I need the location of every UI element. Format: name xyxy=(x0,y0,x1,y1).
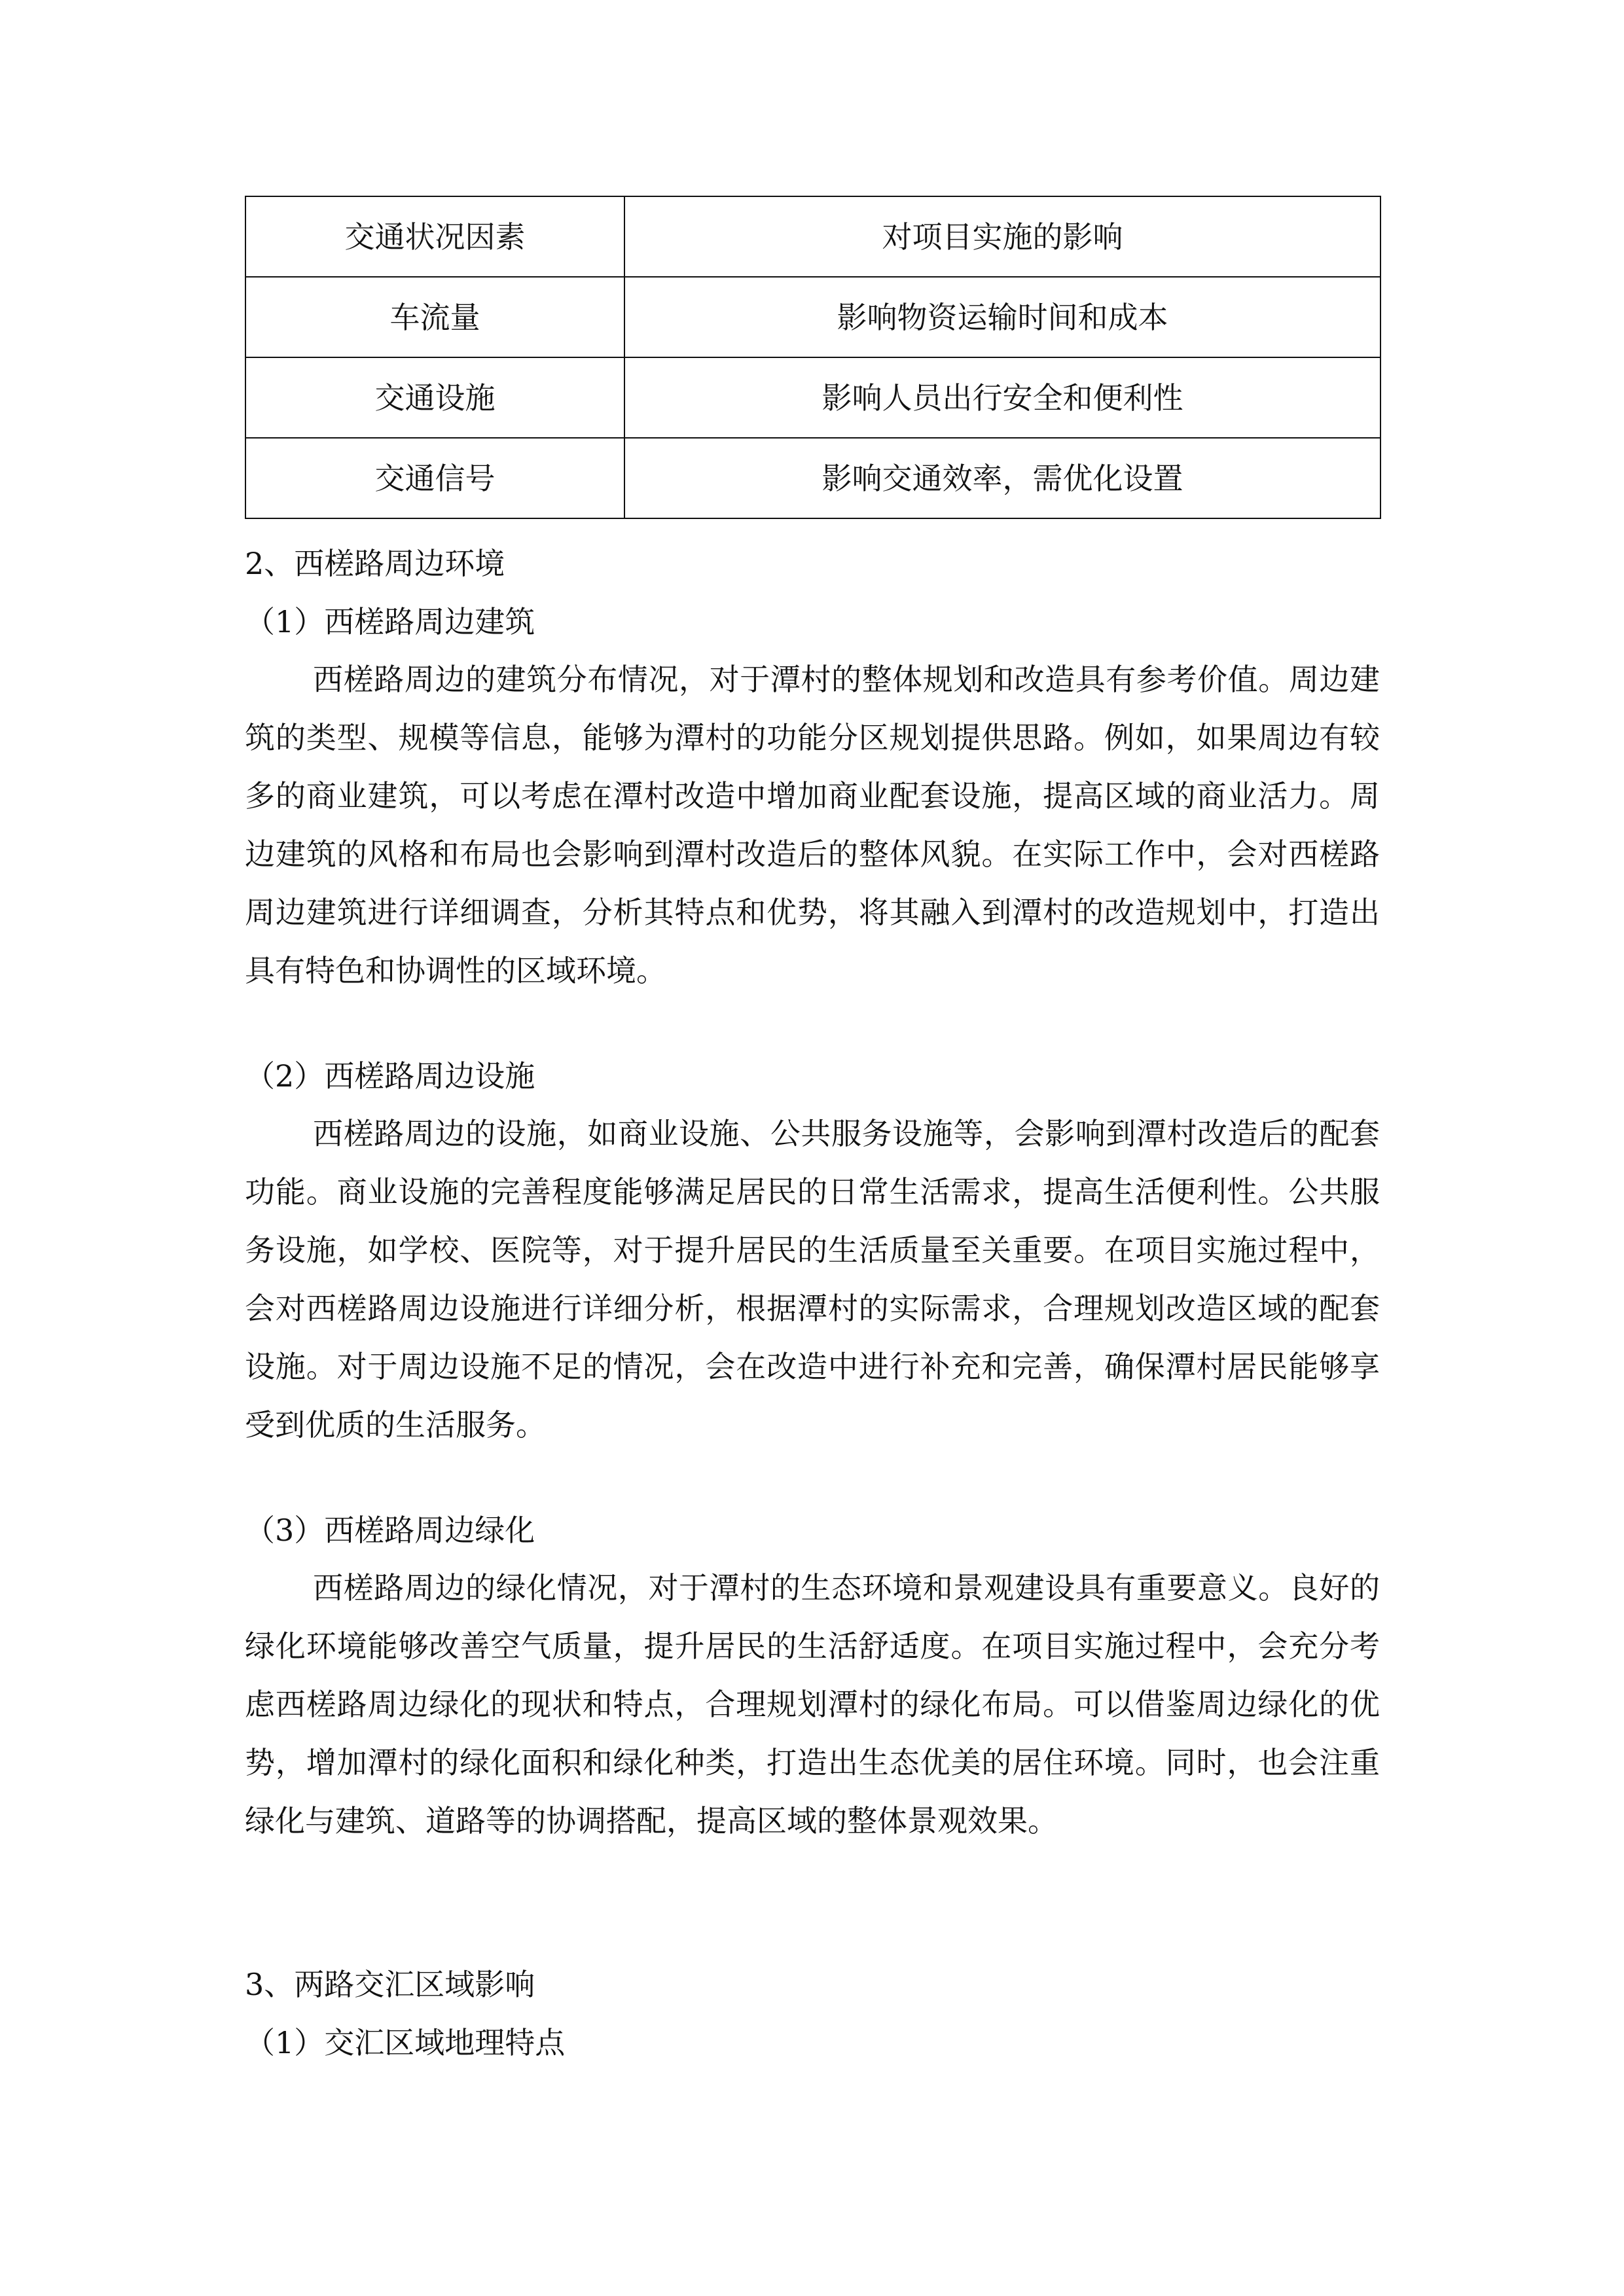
subsection-heading-2-1: （1）西槎路周边建筑 xyxy=(245,604,535,639)
paragraph-greening: 西槎路周边的绿化情况，对于潭村的生态环境和景观建设具有重要意义。良好的绿化环境能够改善空气质量，提升居民的生活舒适度。在项目实施过程中，会充分考虑西槎路周边绿化的现状和特点，合理规划潭村的绿化布局。可以借鉴周边绿化的优势，增加潭村的绿化面积和绿化种类，打造出生态优美的居住环境。同时，也会注重绿化与建筑、道路等的协调搭配，提高区域的整体景观效果。 xyxy=(245,1570,1380,1839)
table-cell: 影响人员出行安全和便利性 xyxy=(624,357,1380,438)
table-cell: 交通信号 xyxy=(245,438,624,518)
table-cell: 车流量 xyxy=(245,277,624,357)
traffic-impact-table xyxy=(245,196,1381,519)
table-cell: 影响交通效率，需优化设置 xyxy=(624,438,1380,518)
table-row xyxy=(245,438,1380,518)
paragraph-facilities: 西槎路周边的设施，如商业设施、公共服务设施等，会影响到潭村改造后的配套功能。商业设施的完善程度能够满足居民的日常生活需求，提高生活便利性。公共服务设施，如学校、医院等，对于提升居民的生活质量至关重要。在项目实施过程中，会对西槎路周边设施进行详细分析，根据潭村的实际需求，合理规划改造区域的配套设施。对于周边设施不足的情况，会在改造中进行补充和完善，确保潭村居民能够享受到优质的生活服务。 xyxy=(245,1116,1380,1443)
subsection-heading-2-2: （2）西槎路周边设施 xyxy=(245,1058,535,1094)
table-row xyxy=(245,277,1380,357)
table-header-cell: 对项目实施的影响 xyxy=(624,196,1380,277)
table-header-cell: 交通状况因素 xyxy=(245,196,624,277)
table-header-row xyxy=(245,196,1380,277)
table-row xyxy=(245,357,1380,438)
table-cell: 交通设施 xyxy=(245,357,624,438)
table-cell: 影响物资运输时间和成本 xyxy=(624,277,1380,357)
subsection-heading-2-3: （3）西槎路周边绿化 xyxy=(245,1513,535,1548)
paragraph-buildings: 西槎路周边的建筑分布情况，对于潭村的整体规划和改造具有参考价值。周边建筑的类型、规模等信息，能够为潭村的功能分区规划提供思路。例如，如果周边有较多的商业建筑，可以考虑在潭村改造中增加商业配套设施，提高区域的商业活力。周边建筑的风格和布局也会影响到潭村改造后的整体风貌。在实际工作中，会对西槎路周边建筑进行详细调查，分析其特点和优势，将其融入到潭村的改造规划中，打造出具有特色和协调性的区域环境。 xyxy=(245,662,1380,988)
section-heading-3: 3、两路交汇区域影响 xyxy=(245,1967,535,2002)
section-heading-2: 2、西槎路周边环境 xyxy=(245,546,505,581)
subsection-heading-3-1: （1）交汇区域地理特点 xyxy=(245,2025,566,2060)
